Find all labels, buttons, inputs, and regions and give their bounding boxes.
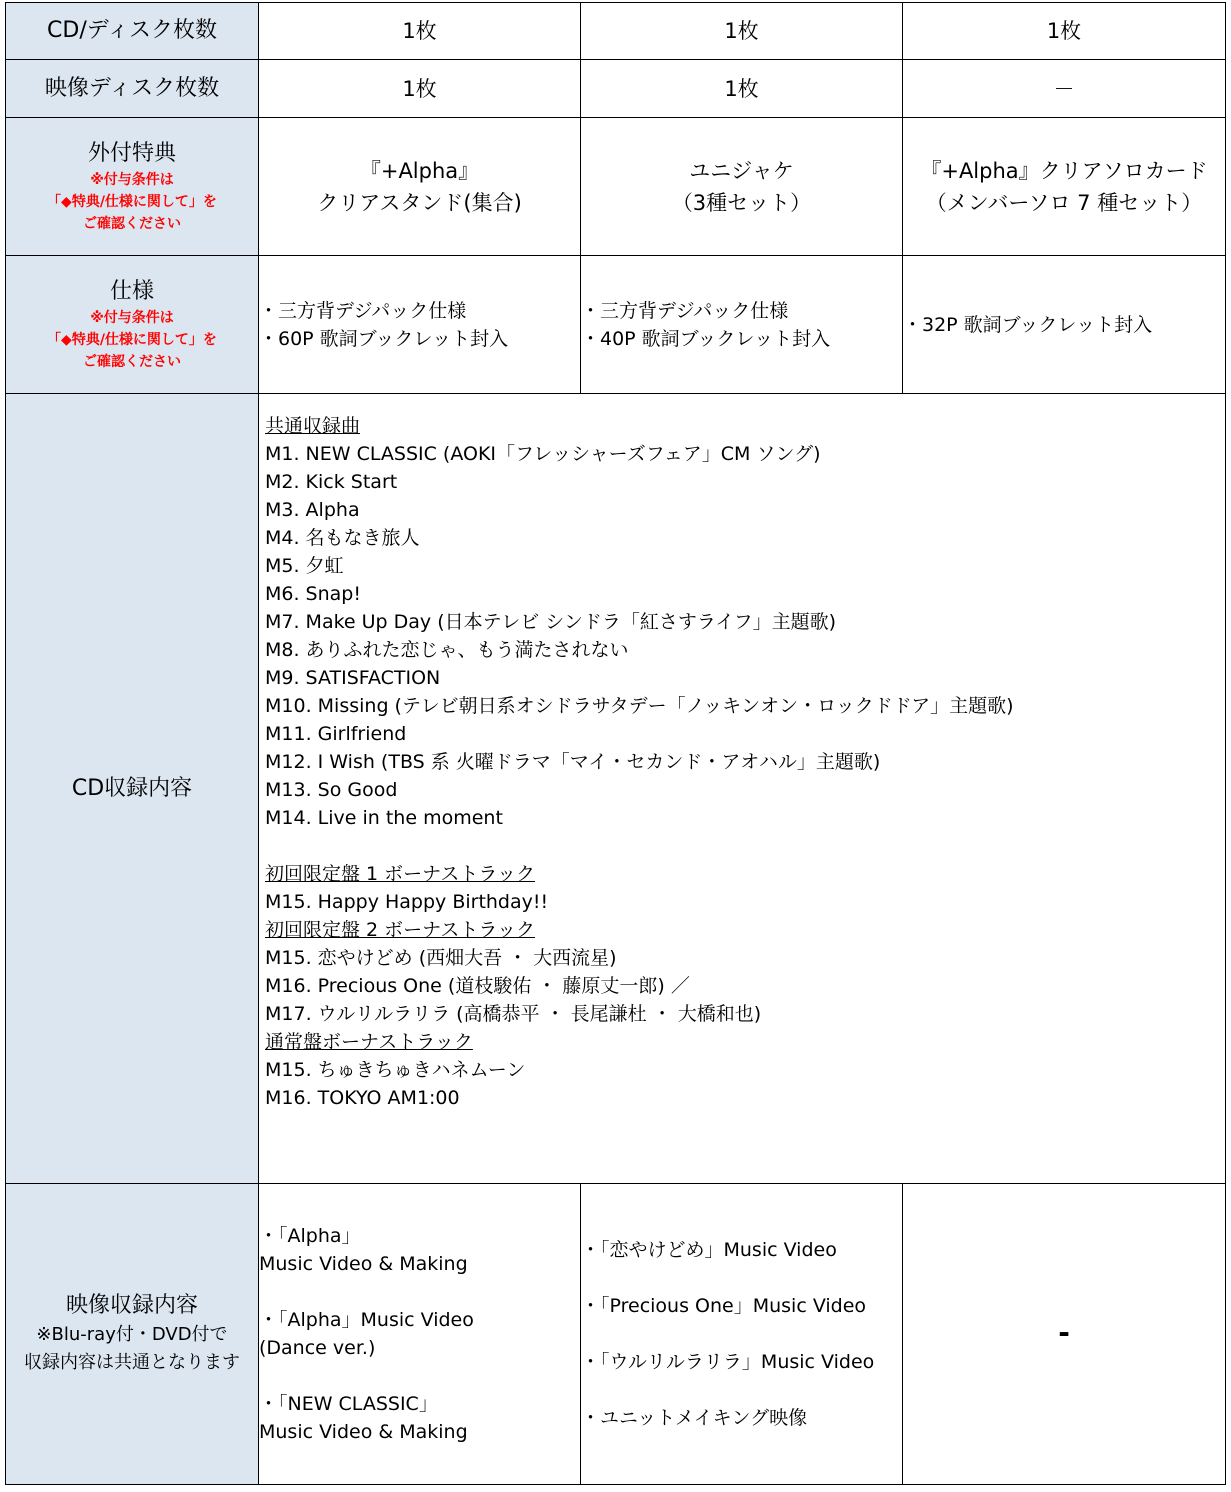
video-col2-gap-3 (581, 1376, 902, 1404)
video-contents-label: 映像収録内容 (65, 1293, 198, 1318)
row-video-contents (6, 1184, 1226, 1485)
video-col2-item4: ・ユニットメイキング映像 (581, 1407, 808, 1429)
video-col1-item3-line2: Music Video & Making (259, 1421, 468, 1443)
row-video-count (6, 60, 1226, 118)
video-col1-item2-line1: ・「Alpha」Music Video (259, 1309, 474, 1331)
track-m8: M8. ありふれた恋じゃ、もう満たされない (265, 639, 629, 661)
spec-note-1: ※付与条件は (90, 309, 174, 326)
track-m13: M13. So Good (265, 779, 398, 801)
bonus-col3 (903, 118, 1226, 256)
row-spec (6, 256, 1226, 394)
limited2-track-m15: M15. 恋やけどめ (西畑大吾 ・ 大西流星) (265, 947, 617, 969)
video-col1-item2-line2: (Dance ver.) (259, 1337, 376, 1359)
track-m3: M3. Alpha (265, 499, 360, 521)
spec-note-3: ご確認ください (83, 353, 181, 370)
limited2-tracks-heading: 初回限定盤 2 ボーナストラック (265, 919, 536, 941)
cd-contents-label: CD収録内容 (6, 394, 259, 1184)
bonus-col3-line2: （メンバーソロ 7 種セット） (925, 190, 1203, 215)
video-contents-col2 (581, 1184, 903, 1485)
row-cd-contents (6, 394, 1226, 1184)
track-m7: M7. Make Up Day (日本テレビ シンドラ「紅さすライフ」主題歌) (265, 611, 837, 633)
video-col1-item1-line2: Music Video & Making (259, 1253, 468, 1275)
spec-col2 (581, 256, 903, 394)
video-contents-col1 (259, 1184, 581, 1485)
video-count-col1: 1枚 (259, 60, 581, 118)
bonus-note-2: 「◆特典/仕様に関して」を (47, 193, 217, 210)
limited1-track-m15: M15. Happy Happy Birthday!! (265, 891, 549, 913)
bonus-note-3: ご確認ください (83, 215, 181, 232)
video-contents-sub-1: ※Blu-ray付・DVD付で (36, 1324, 228, 1345)
cd-contents-cell (259, 394, 1226, 1184)
track-m1: M1. NEW CLASSIC (AOKI「フレッシャーズフェア」CM ソング) (265, 443, 821, 465)
track-m11: M11. Girlfriend (265, 723, 407, 745)
track-m9: M9. SATISFACTION (265, 667, 441, 689)
track-m12: M12. I Wish (TBS 系 火曜ドラマ「マイ・セカンド・アオハル」主題歌) (265, 751, 881, 773)
video-contents-sub-2: 収録内容は共通となります (24, 1352, 240, 1373)
row-cd-count (6, 3, 1226, 60)
spec-col2-line2: ・40P 歌詞ブックレット封入 (581, 327, 831, 350)
spec-note-2: 「◆特典/仕様に関して」を (47, 331, 217, 348)
bonus-col1 (259, 118, 581, 256)
video-col1-item3-line1: ・「NEW CLASSIC」 (259, 1393, 438, 1415)
regular-track-m15: M15. ちゅきちゅきハネムーン (265, 1059, 526, 1081)
video-col2-item2: ・「Precious One」Music Video (581, 1295, 867, 1317)
cd-count-col2: 1枚 (581, 3, 903, 60)
spec-label: 仕様 (109, 278, 154, 304)
video-count-col3: － (903, 60, 1226, 118)
bonus-col1-line2: クリアスタンド(集合) (317, 190, 522, 215)
video-col1-item1-line1: ・「Alpha」 (259, 1225, 361, 1247)
video-count-label: 映像ディスク枚数 (6, 60, 259, 118)
row-bonus (6, 118, 1226, 256)
spec-col3-line1: ・32P 歌詞ブックレット封入 (903, 313, 1153, 336)
release-spec-table (5, 2, 1226, 1485)
spec-col2-line1: ・三方背デジパック仕様 (581, 299, 789, 322)
spec-header (6, 256, 259, 394)
spec-col1-line1: ・三方背デジパック仕様 (259, 299, 467, 322)
limited1-tracks-heading: 初回限定盤 1 ボーナストラック (265, 863, 536, 885)
track-list (259, 394, 1225, 1112)
video-col1-gap-1 (259, 1278, 580, 1306)
video-contents-col3 (903, 1184, 1226, 1485)
bonus-label: 外付特典 (87, 140, 176, 166)
bonus-col2 (581, 118, 903, 256)
track-m10: M10. Missing (テレビ朝日系オシドラサタデー「ノッキンオン・ロックドドア」主題歌) (265, 695, 1014, 717)
track-m4: M4. 名もなき旅人 (265, 527, 420, 549)
regular-tracks-heading: 通常盤ボーナストラック (265, 1031, 473, 1053)
video-contents-header (6, 1184, 259, 1485)
video-col2-gap-2 (581, 1320, 902, 1348)
cd-count-col3: 1枚 (903, 3, 1226, 60)
track-m2: M2. Kick Start (265, 471, 398, 493)
bonus-col1-line1: 『+Alpha』 (359, 158, 480, 183)
track-m6: M6. Snap! (265, 583, 361, 605)
bonus-note-1: ※付与条件は (90, 171, 174, 188)
limited2-track-m16: M16. Precious One (道枝駿佑 ・ 藤原丈一郎) ／ (265, 975, 690, 997)
video-col3-dash: - (1058, 1316, 1070, 1349)
video-count-col2: 1枚 (581, 60, 903, 118)
spec-col3 (903, 256, 1226, 394)
limited2-track-m17: M17. ウルリルラリラ (高橋恭平 ・ 長尾謙杜 ・ 大橋和也) (265, 1003, 762, 1025)
cd-count-col1: 1枚 (259, 3, 581, 60)
spec-col1-line2: ・60P 歌詞ブックレット封入 (259, 327, 509, 350)
track-gap (265, 832, 1225, 860)
video-col1-gap-2 (259, 1362, 580, 1390)
cd-count-label: CD/ディスク枚数 (6, 3, 259, 60)
regular-track-m16: M16. TOKYO AM1:00 (265, 1087, 460, 1109)
bonus-col2-line2: （3種セット） (671, 190, 812, 215)
bonus-col3-line1: 『+Alpha』クリアソロカード (920, 158, 1208, 183)
video-col2-gap-1 (581, 1264, 902, 1292)
common-tracks-heading: 共通収録曲 (265, 415, 361, 437)
video-col2-item3: ・「ウルリルラリラ」Music Video (581, 1351, 875, 1373)
bonus-col2-line1: ユニジャケ (689, 158, 794, 183)
bonus-header (6, 118, 259, 256)
track-m14: M14. Live in the moment (265, 807, 503, 829)
track-m5: M5. 夕虹 (265, 555, 344, 577)
spec-col1 (259, 256, 581, 394)
video-col2-item1: ・「恋やけどめ」Music Video (581, 1239, 837, 1261)
